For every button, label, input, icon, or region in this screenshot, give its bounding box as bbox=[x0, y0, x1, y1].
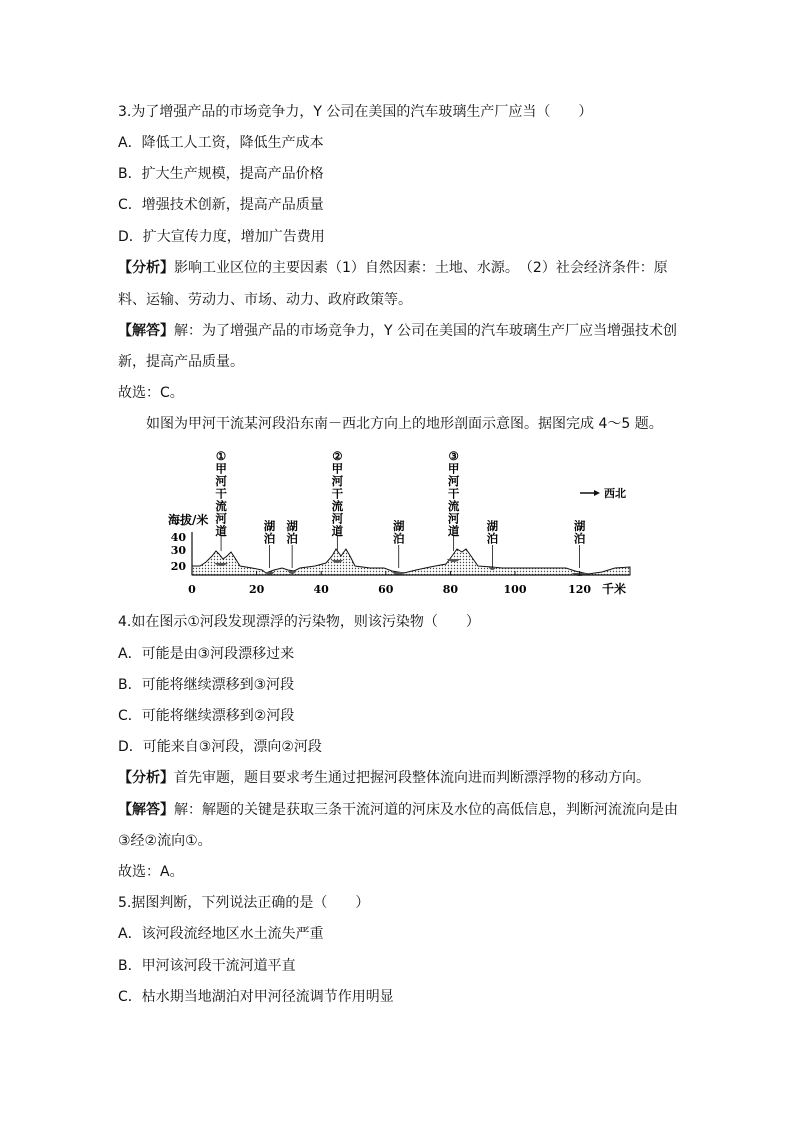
q4-answer bbox=[118, 800, 678, 820]
figure-intro: 如图为甲河干流某河段沿东南－西北方向上的地形剖面示意图。据图完成 4～5 题。 bbox=[146, 416, 663, 432]
answer-tag: 【解答】 bbox=[118, 802, 174, 818]
lake-label: 泊 bbox=[286, 531, 298, 546]
answer-text: 解：解题的关键是获取三条干流河道的河床及水位的高低信息，判断河流流向是由 bbox=[174, 802, 678, 818]
analysis-tag: 【分析】 bbox=[118, 770, 174, 786]
channel-label: ② bbox=[332, 449, 343, 463]
channel-label: 道 bbox=[331, 524, 344, 538]
x-tick-label: 0 bbox=[188, 583, 196, 596]
q3-option-a: A．降低工人工资，降低生产成本 bbox=[118, 135, 324, 151]
y-axis-label: 海拔/米 bbox=[168, 513, 209, 527]
channel-label: ① bbox=[215, 449, 227, 463]
channel-label: 河 bbox=[331, 511, 344, 526]
q3-choice: 故选：C。 bbox=[118, 385, 184, 401]
lake-label: 湖 bbox=[263, 519, 276, 533]
q4-option-b: B．可能将继续漂移到③河段 bbox=[118, 677, 295, 693]
analysis-text: 影响工业区位的主要因素（1）自然因素：土地、水源。 （2）社会经济条件：原 bbox=[174, 260, 668, 276]
direction-label: 西北 bbox=[604, 487, 626, 500]
channel-label: 河 bbox=[215, 474, 227, 488]
q5-option-b: B．甲河该河段干流河道平直 bbox=[118, 958, 296, 974]
q5-option-a: A．该河段流经地区水土流失严重 bbox=[118, 926, 324, 942]
x-tick-label: 80 bbox=[442, 583, 459, 596]
x-axis-unit: 千米 bbox=[602, 582, 627, 596]
analysis-tag: 【分析】 bbox=[118, 260, 174, 276]
y-tick-label: 40 bbox=[170, 531, 186, 544]
channel-label: 甲 bbox=[215, 461, 227, 476]
q4-choice: 故选：A。 bbox=[118, 864, 184, 880]
lake-label: 泊 bbox=[392, 531, 405, 546]
q3-option-b: B．扩大生产规模，提高产品价格 bbox=[118, 166, 324, 182]
q4-option-a: A．可能是由③河段漂移过来 bbox=[118, 646, 295, 662]
q3-analysis-cont: 料、运输、劳动力、市场、动力、政府政策等。 bbox=[118, 292, 412, 308]
analysis-text: 首先审题，题目要求考生通过把握河段整体流向进而判断漂浮物的移动方向。 bbox=[174, 770, 650, 786]
q3-option-c: C．增强技术创新，提高产品质量 bbox=[118, 197, 324, 213]
arrow-head-icon bbox=[594, 490, 600, 496]
channel-label: 河 bbox=[447, 474, 460, 488]
channel-label: 道 bbox=[447, 524, 460, 538]
q3-stem: 3.为了增强产品的市场竞争力，Y 公司在美国的汽车玻璃生产厂应当（ ） bbox=[118, 104, 593, 120]
lake-label: 泊 bbox=[486, 531, 499, 546]
lake-label: 湖 bbox=[573, 519, 586, 533]
lake-label: 湖 bbox=[286, 519, 298, 533]
channel-label: 甲 bbox=[447, 461, 460, 476]
q4-stem: 4.如在图示①河段发现漂浮的污染物，则该污染物（ ） bbox=[118, 614, 480, 630]
q4-option-d: D．可能来自③河段，漂向②河段 bbox=[118, 739, 322, 755]
channel-label: 河 bbox=[331, 474, 344, 488]
answer-tag: 【解答】 bbox=[118, 323, 174, 339]
y-tick-label: 30 bbox=[170, 544, 186, 557]
q4-analysis bbox=[118, 768, 650, 788]
channel-label: 道 bbox=[215, 524, 227, 538]
x-tick-label: 40 bbox=[313, 583, 329, 596]
answer-text: 解：为了增强产品的市场竞争力，Y 公司在美国的汽车玻璃生产厂应当增强技术创 bbox=[174, 323, 677, 339]
q4-answer-cont: ③经②流向①。 bbox=[118, 833, 212, 849]
lake-label: 湖 bbox=[486, 519, 499, 533]
q3-option-d: D．扩大宣传力度，增加广告费用 bbox=[118, 229, 325, 245]
terrain-profile bbox=[192, 549, 630, 575]
q5-stem: 5.据图判断，下列说法正确的是（ ） bbox=[118, 895, 370, 911]
lake-label: 湖 bbox=[392, 519, 405, 533]
channel-label: ③ bbox=[448, 449, 459, 463]
y-tick-label: 20 bbox=[170, 560, 186, 573]
channel-label: 流 bbox=[331, 499, 344, 513]
channel-label: 甲 bbox=[331, 461, 344, 476]
lake-label: 泊 bbox=[573, 531, 586, 546]
channel-label: 干 bbox=[331, 486, 344, 501]
x-tick-label: 100 bbox=[503, 583, 527, 596]
q3-answer-cont: 新，提高产品质量。 bbox=[118, 354, 244, 370]
channel-label: 流 bbox=[447, 499, 460, 513]
channel-label: 干 bbox=[447, 486, 460, 501]
lake-label: 泊 bbox=[263, 531, 276, 546]
q4-option-c: C．可能将继续漂移到②河段 bbox=[118, 708, 295, 724]
channel-label: 河 bbox=[447, 511, 460, 526]
x-tick-label: 20 bbox=[248, 583, 265, 596]
x-tick-label: 60 bbox=[378, 583, 394, 596]
q5-option-c: C．枯水期当地湖泊对甲河径流调节作用明显 bbox=[118, 989, 394, 1005]
x-tick-label: 120 bbox=[568, 583, 592, 596]
channel-label: 流 bbox=[215, 499, 227, 513]
channel-label: 河 bbox=[215, 511, 227, 526]
channel-label: 干 bbox=[215, 486, 227, 501]
